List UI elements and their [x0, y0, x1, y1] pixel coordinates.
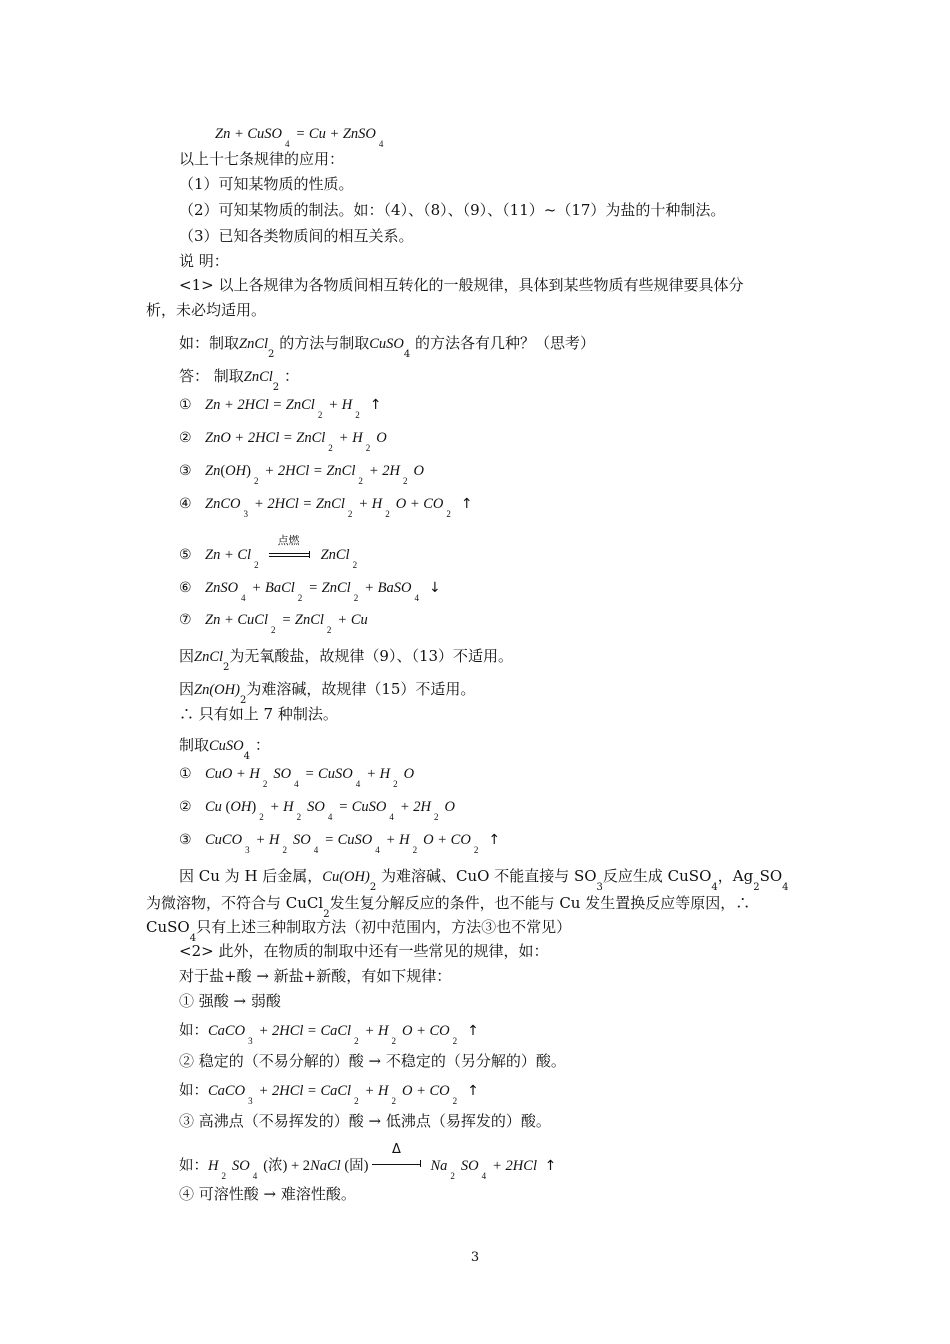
- text-line: <2> 此外，在物质的制取中还有一些常见的规律，如：: [179, 942, 549, 960]
- text-line: <1> 以上各规律为各物质间相互转化的一般规律，具体到某些物质有些规律要具体分: [179, 276, 744, 294]
- text-line: 析，未必均适用。: [146, 301, 267, 319]
- equation-zn-2: ② ZnO + 2HCl = ZnCl$_2$+ $H_2O$: [179, 430, 387, 453]
- question-line: 如：制取ZnCl$_2$ 的方法与制取CuSO$_4$ 的方法各有几种？（思考）: [179, 334, 596, 360]
- text-line: ④ 可溶性酸 → 难溶性酸。: [179, 1185, 356, 1203]
- text-line: （1）可知某物质的性质。: [179, 175, 354, 193]
- equation-cu-3: ③ CuCO$_3$+ $H_2SO_4=$ CuSO$_4$+ $H_2O$ + $CO_2↑$: [179, 832, 501, 855]
- reaction-condition: 点燃: [269, 549, 317, 563]
- equation-top: Zn + CuSO$_4$= Cu + ZnSO$_4$: [215, 126, 384, 149]
- equation-zn-6: ⑥ ZnSO$_4$+ BaCl$_2$= ZnCl$_2$+ BaSO$_4$↓: [179, 580, 441, 603]
- text-line: 对于盐+酸 → 新盐+新酸，有如下规律：: [179, 967, 452, 985]
- equation-zn-4: ④ ZnCO$_3$+ 2HCl = ZnCl$_2$+ $H_2O$ + $CO_2↑$: [179, 496, 473, 519]
- text-line: ① 强酸 → 弱酸: [179, 992, 281, 1010]
- text-line: （3）已知各类物质间的相互关系。: [179, 227, 414, 245]
- equation-cu-2: ② Cu $(OH)_2+ H_2SO_4=$ CuSO$_4$+ $2H_2O$: [179, 799, 455, 822]
- text-line: 制取CuSO$_4$ ：: [179, 736, 270, 762]
- text-line: ③ 高沸点（不易挥发的）酸 → 低沸点（易挥发的）酸。: [179, 1112, 551, 1130]
- example-equation-2: 如：CaCO$_3$+ 2HCl = CaCl$_2$+ $H_2O$ + $CO_2↑$: [179, 1083, 479, 1106]
- text-line: CuSO$_4$只有上述三种制取方法（初中范围内，方法③也不常见）: [146, 918, 572, 944]
- text-line: 因ZnCl$_2$为无氧酸盐，故规律（9）、（13）不适用。: [179, 647, 514, 673]
- answer-line: 答： 制取ZnCl$_2$ ：: [179, 367, 299, 393]
- equation-cu-1: ① CuO + $H_2SO_4=$ CuSO$_4$+ $H_2O$: [179, 766, 415, 789]
- text-line: 因$Zn(OH)_2$为难溶碱，故规律（15）不适用。: [179, 680, 476, 706]
- equation-zn-7: ⑦ Zn + CuCl$_2$= ZnCl$_2$+ Cu: [179, 612, 368, 635]
- equation-zn-5: ⑤ $Zn + Cl_2$ 点燃 ZnCl$_2$: [179, 533, 358, 570]
- text-line: 为微溶物，不符合与 CuCl$_2$发生复分解反应的条件，也不能与 Cu 发生置换反应等原因，∴: [146, 894, 751, 920]
- text-line: ∴ 只有如上 7 种制法。: [179, 705, 338, 723]
- example-equation-1: 如：CaCO$_3$+ 2HCl = CaCl$_2$+ $H_2O$ + $CO_2↑$: [179, 1023, 479, 1046]
- equation-zn-3: ③ $Zn(OH)_2+ 2HCl$ = ZnCl$_2$+ $2H_2O$: [179, 463, 424, 486]
- text-line: （2）可知某物质的制法。如：（4）、（8）、（9）、（11）~（17）为盐的十种制法。: [179, 201, 726, 219]
- text-line: ② 稳定的（不易分解的）酸 → 不稳定的（另分解的）酸。: [179, 1052, 566, 1070]
- text-line: 以上十七条规律的应用：: [179, 150, 345, 168]
- equation-zn-1: ① Zn + 2HCl = ZnCl$_2$+ $H_2↑$: [179, 397, 382, 420]
- text-line: 说 明：: [179, 252, 229, 270]
- page-number: 3: [470, 1250, 480, 1265]
- reaction-condition: Δ: [372, 1160, 426, 1174]
- example-equation-3: 如：$H_2SO_4$(浓) + 2NaCl (固) Δ $Na_2SO_4+ 2HCl$ ↑: [179, 1141, 557, 1181]
- text-line: 因 Cu 为 H 后金属，$Cu(OH)_2$ 为难溶碱、CuO 不能直接与 $SO_3$反应生成 CuSO$_4$，$Ag_2SO_4$: [179, 867, 789, 893]
